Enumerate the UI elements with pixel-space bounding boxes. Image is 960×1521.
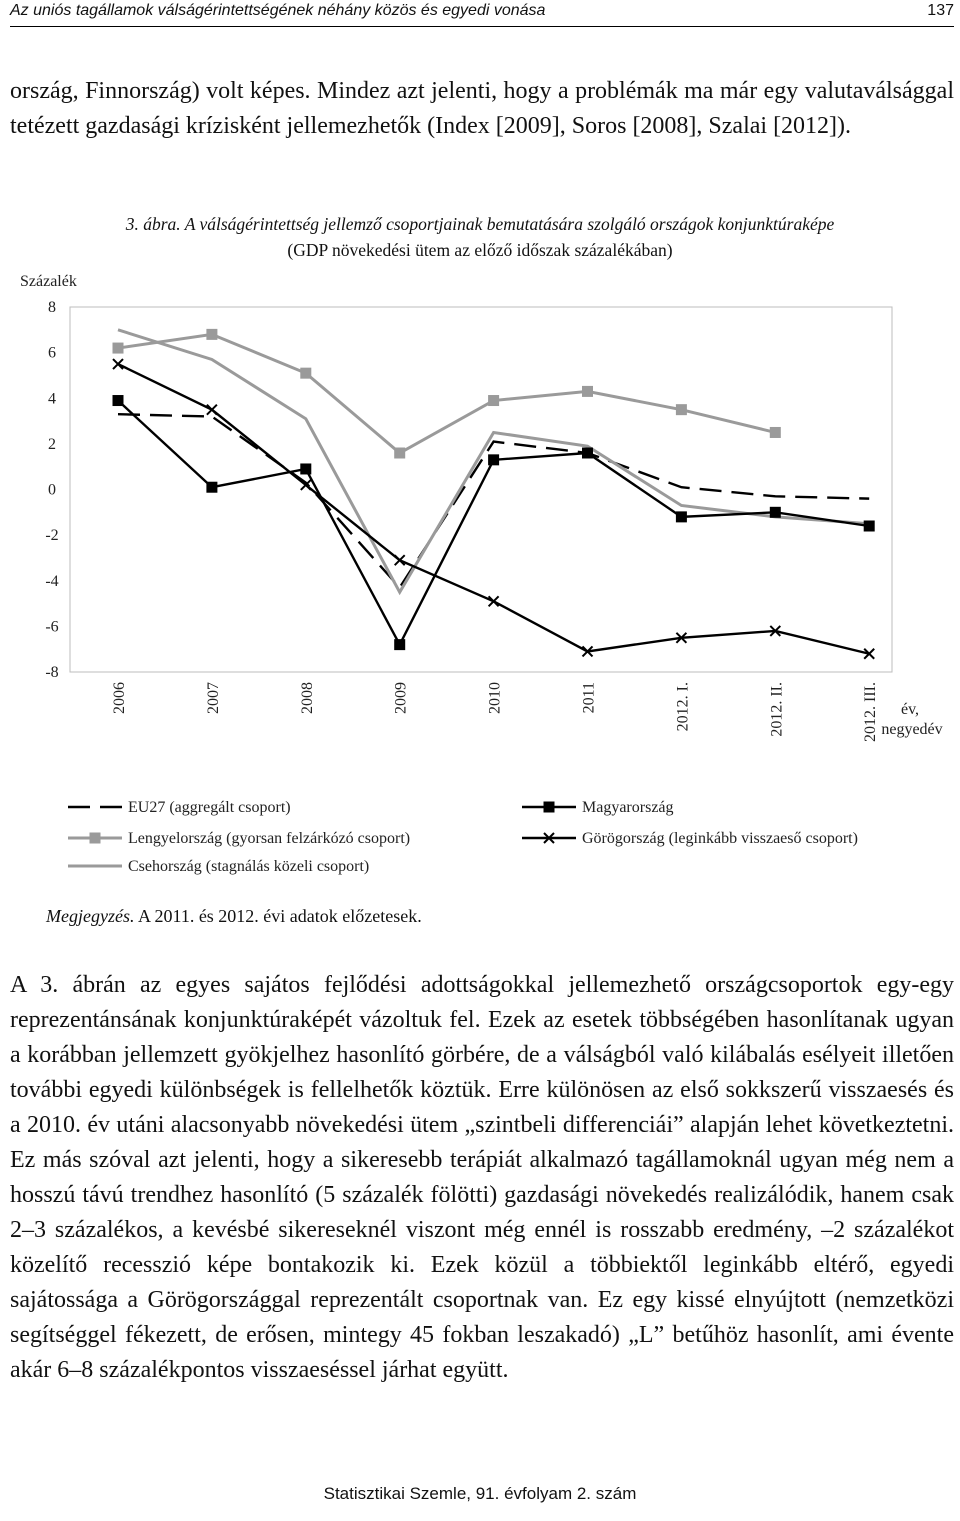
- data-point: [113, 359, 123, 369]
- data-point: [676, 511, 687, 522]
- series-line: [118, 414, 869, 587]
- y-tick-label: 8: [48, 299, 56, 316]
- data-point: [488, 395, 499, 406]
- x-tick-label: 2009: [392, 682, 410, 714]
- note-label: Megjegyzés.: [46, 906, 135, 926]
- data-point: [864, 521, 875, 532]
- y-tick-labels: [45, 299, 58, 681]
- data-point: [395, 555, 405, 565]
- note-text: A 2011. és 2012. évi adatok előzetesek.: [134, 906, 422, 926]
- legend-label: Csehország (stagnálás közeli csoport): [128, 858, 370, 875]
- figure-note: [46, 906, 422, 927]
- legend-item: [68, 858, 369, 875]
- running-header: [10, 0, 954, 27]
- data-point: [582, 386, 593, 397]
- series-line: [118, 334, 775, 453]
- series-line: [118, 401, 869, 645]
- y-tick-label: 0: [48, 481, 56, 499]
- legend-item: [68, 799, 291, 816]
- y-tick-label: -4: [45, 572, 59, 590]
- legend-label: Lengyelország (gyorsan felzárkózó csoport): [128, 830, 411, 847]
- data-point: [300, 368, 311, 379]
- body-paragraph: A 3. ábrán az egyes sajátos fejlődési adottságokkal jellemezhető országcsoportok egy-egy reprezentánsának konjunktúraképét vázoltuk fel. Ezek az esetek többségében hasonlítanak ugyan a korábban jellemzett gyökjelhez hasonlító görbére, de a válságból való kilábalás esélyeit illetően további egyedi különbségek is fellelhetők köztük. Erre különösen az első sokkszerű visszaesés és a 2010. év utáni alacsonyabb növekedési ütem „szintbeli differenciái” alapján lehet következtetni. Ez más szóval azt jelenti, hogy a sikeresebb terápiát alkalmazó tagállamoknál ugyan még nem a hosszú távú trendhez hasonlító (5 százalék fölötti) gazdasági növekedés realizálódik, hanem csak 2–3 százalékos, a kevésbé sikereseknél viszont még ennél is rosszabb eredmény, –2 százalékot közelítő recesszió képe bontakozik ki. Ezek közül a többiektől leginkább eltérő, egyedi sajátossága a Görögországgal reprezentált csoportnak van. Ez egy kissé elnyújtott (nemzetközi segítséggel fékezett, de erősen, mintegy 45 fokban leszakadó) „L” betűhöz hasonlít, ami évente akár 6–8 százalékpontos visszaeséssel járhat együtt.: [10, 972, 954, 1383]
- x-tick-label: 2006: [111, 682, 128, 714]
- data-point: [488, 454, 499, 465]
- legend-item: [522, 799, 674, 816]
- figure-caption: [0, 214, 960, 235]
- intro-paragraph: ország, Finnország) volt képes. Mindez azt jelenti, hogy a problémák ma már egy valutaválsággal tetézett gazdasági krízisként jellemezhetők (Index [2009], Soros [2008], Szalai [2012]).: [10, 78, 954, 139]
- plot-area-border: [70, 307, 892, 672]
- y-tick-label: -6: [45, 618, 59, 636]
- data-point: [582, 448, 593, 459]
- series-line: [118, 364, 869, 654]
- data-point: [770, 427, 781, 438]
- y-tick-label: -8: [45, 664, 59, 681]
- data-point: [394, 639, 405, 650]
- x-axis-label: [881, 701, 942, 738]
- legend-label: Magyarország: [582, 799, 674, 816]
- legend-marker: [90, 833, 101, 844]
- figure-title: A válságérintettség jellemző csoportjainak bemutatására szolgáló országok konjunktúraképe: [184, 214, 835, 234]
- x-tick-labels: [111, 682, 879, 742]
- y-axis-label: Százalék: [20, 273, 77, 290]
- data-point: [206, 482, 217, 493]
- gdp-growth-line-chart: [0, 262, 960, 894]
- data-point: [394, 448, 405, 459]
- x-tick-label: 2008: [298, 682, 316, 714]
- x-tick-label: 2007: [204, 682, 222, 714]
- legend-label: Görögország (leginkább visszaeső csoport): [582, 830, 858, 847]
- figure-number: 3. ábra.: [125, 214, 181, 234]
- x-axis-label-line2: negyedév: [881, 721, 943, 738]
- legend-label: EU27 (aggregált csoport): [128, 799, 291, 816]
- data-point: [300, 463, 311, 474]
- y-tick-label: -2: [45, 527, 59, 545]
- running-header-title: Az uniós tagállamok válságérintettségének néhány közös és egyedi vonása: [10, 2, 546, 19]
- y-tick-label: 4: [48, 390, 56, 408]
- x-axis-label-line1: év,: [900, 701, 920, 718]
- page-footer: Statisztikai Szemle, 91. évfolyam 2. szám: [323, 1484, 637, 1503]
- data-point: [113, 343, 124, 354]
- y-tick-label: 6: [48, 344, 56, 362]
- series-lines: [118, 330, 869, 654]
- y-tick-label: 2: [48, 435, 56, 453]
- data-point: [489, 596, 499, 606]
- x-tick-label: 2012. I.: [674, 682, 692, 732]
- chart-legend: [68, 799, 858, 875]
- page-number: 137: [927, 2, 954, 19]
- data-point: [676, 404, 687, 415]
- x-tick-label: 2012. II.: [768, 682, 786, 737]
- legend-item: [68, 830, 410, 847]
- x-tick-label: 2011: [580, 682, 598, 714]
- x-tick-label: 2010: [486, 682, 504, 714]
- data-point: [770, 507, 781, 518]
- x-tick-label: 2012. III.: [862, 682, 880, 742]
- data-point: [113, 395, 124, 406]
- legend-marker: [544, 802, 555, 813]
- figure-subtitle: (GDP növekedési ütem az előző időszak százalékában): [287, 240, 673, 260]
- legend-item: [522, 830, 858, 847]
- series-markers: [113, 329, 875, 659]
- data-point: [206, 329, 217, 340]
- data-point: [207, 405, 217, 415]
